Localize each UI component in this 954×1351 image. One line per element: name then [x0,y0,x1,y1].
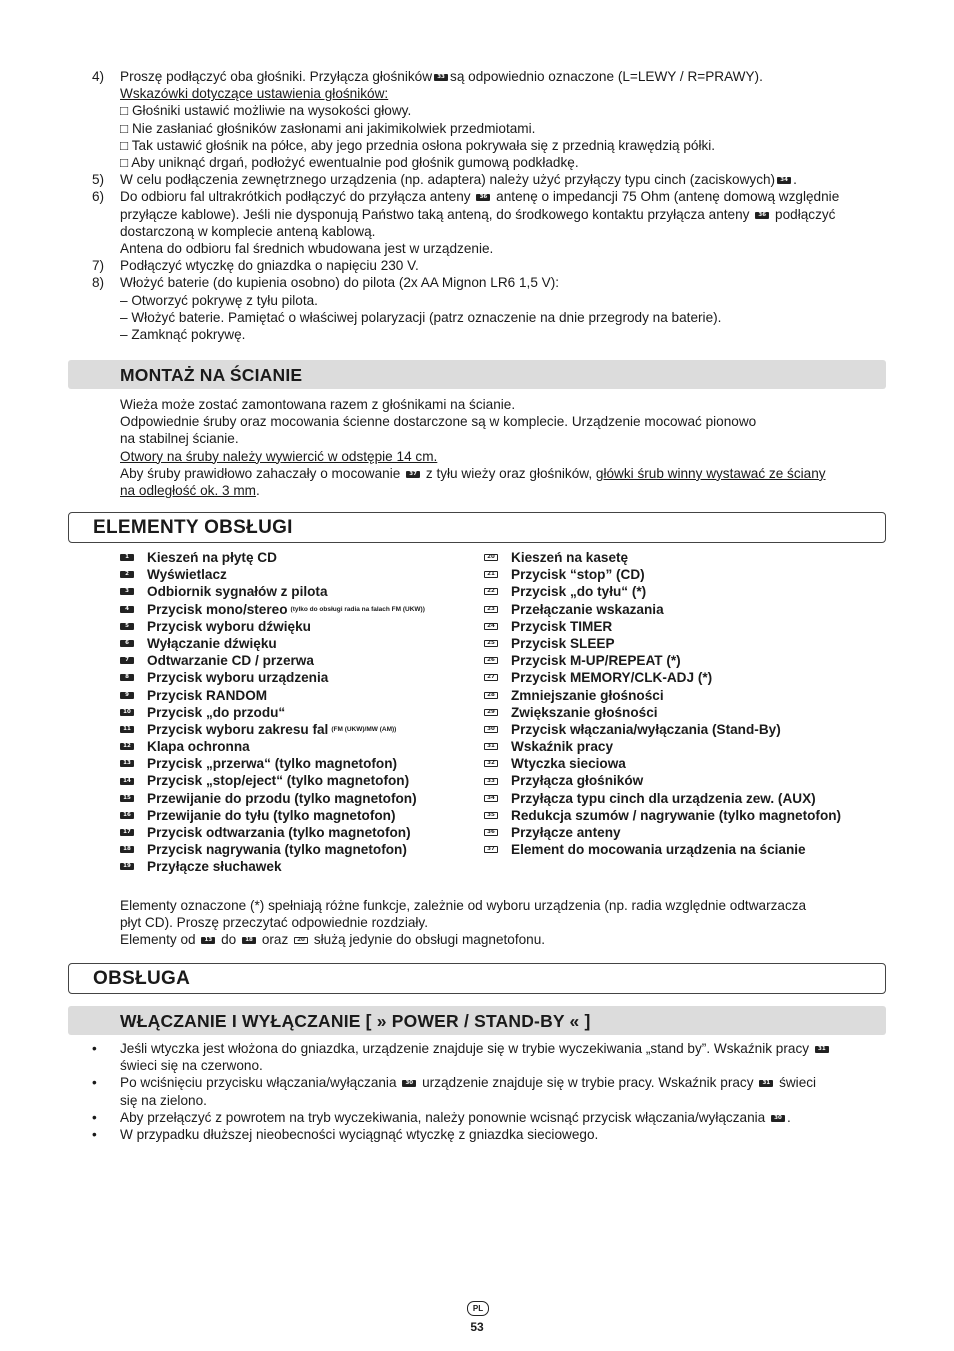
element-label: Przycisk wyboru zakresu fal [147,721,329,737]
ref-badge-icon: 30 [402,1080,416,1087]
element-row [118,583,478,600]
element-label: Przycisk wyboru urządzenia [147,670,329,686]
text: Elementy od [120,932,196,948]
ref-badge-icon: 30 [771,1115,785,1122]
text: przyłącze kablowe). Jeśli nie dysponują Państwo taką anteną, do środkowego kontaktu przyłącza anteny [120,206,750,222]
element-label: Przycisk TIMER [511,618,613,634]
montaz-text [120,396,895,499]
element-number-icon: 25 [484,640,498,647]
element-number-icon: 37 [484,846,498,853]
text: główki śrub winny wystawać ze ściany [595,465,826,481]
tip: □ Głośniki ustawić możliwie na wysokości głowy. [120,103,412,119]
element-label: Przycisk mono/stereo [147,601,288,617]
element-label: Wyłączanie dźwięku [147,635,277,651]
ref-badge-icon: 37 [406,471,420,478]
text: Aby śruby prawidłowo zahaczały o mocowanie [120,465,401,481]
element-row [118,549,478,566]
text: płyt CD). Proszę przeczytać odpowiednie rozdziały. [120,915,428,931]
element-label: Przewijanie do przodu (tylko magnetofon) [147,790,417,806]
text: Antena do odbioru fal średnich wbudowana jest w urządzenie. [120,241,494,257]
text: Aby przełączyć z powrotem na tryb wyczekiwania, należy ponownie wcisnąć przycisk włączania/wyłączania [120,1109,766,1125]
element-row [118,790,478,807]
element-number-icon: 7 [120,657,134,664]
element-row [118,704,478,721]
text: Proszę podłączyć oba głośniki. Przyłącza głośników [120,69,433,84]
element-label: Przyłącze anteny [511,825,621,840]
list-item [92,274,904,343]
element-row [482,635,902,652]
element-number-icon: 11 [120,726,134,733]
element-row [482,704,902,721]
element-number-icon: 36 [484,829,498,836]
element-row [118,807,478,824]
element-row [482,566,902,583]
text: Po wciśnięciu przycisku włączania/wyłączania [120,1075,397,1091]
text: do [221,932,237,948]
element-label: Przycisk RANDOM [147,687,268,703]
element-label: Kieszeń na kasetę [511,550,629,565]
text: . [793,172,797,188]
element-row [482,601,902,618]
element-label: Przycisk „stop/eject“ (tylko magnetofon) [147,773,410,789]
page-number: 53 [470,1320,484,1334]
ref-badge-icon: 13 [201,937,215,944]
text: Odpowiednie śruby oraz mocowania ścienne dostarczone są w komplecie. Urządzenie mocować pionowo [120,414,757,430]
element-row [482,755,902,772]
text: . [256,483,260,499]
ref-badge-icon: 31 [759,1080,773,1087]
element-row [482,772,902,789]
text: są odpowiednio oznaczone (L=LEWY / R=PRAWY). [450,69,763,84]
element-row [118,721,478,738]
element-row [482,687,902,704]
element-label: Wskaźnik pracy [511,739,613,755]
element-label: Przycisk SLEEP [511,635,615,651]
bullet-icon: • [92,1109,97,1125]
section-subheading: WŁĄCZANIE I WYŁĄCZANIE [ » POWER / STAND-BY « ] [120,1011,591,1031]
element-number-icon: 2 [120,571,134,578]
element-row [118,738,478,755]
element-label: Przycisk MEMORY/CLK-ADJ (*) [511,670,713,686]
element-number-icon: 19 [120,863,134,870]
element-number-icon: 12 [120,743,134,750]
element-row [482,669,902,686]
elements-right-column [482,549,902,858]
element-row [118,858,478,875]
language-badge: PL [467,1301,489,1316]
text: – Włożyć baterie. Pamiętać o właściwej polaryzacji (patrz oznaczenie na dnie przegrody na baterie). [120,309,722,325]
element-label: Przycisk „do przodu“ [147,704,286,720]
element-row [482,738,902,755]
bullet-icon: • [92,1075,97,1091]
element-number-icon: 18 [120,846,134,853]
section-heading: ELEMENTY OBSŁUGI [93,517,293,538]
element-number-icon: 20 [484,554,498,561]
text: – Zamknąć pokrywę. [120,327,246,343]
element-row [118,772,478,789]
element-row [482,824,902,841]
element-label: Odtwarzanie CD / przerwa [147,653,314,669]
section-heading: OBSŁUGA [93,968,191,989]
item-number: 5) [92,172,105,188]
element-label: Redukcja szumów / nagrywanie (tylko magnetofon) [511,807,842,823]
element-label: Wtyczka sieciowa [511,756,626,772]
text: świeci [779,1075,817,1091]
element-row [482,807,902,824]
text: Otwory na śruby należy wywiercić w odstępie 14 cm. [120,448,438,464]
text: na stabilnej ścianie. [120,431,239,447]
element-number-icon: 16 [120,812,134,819]
element-row [482,790,902,807]
text: się na zielono. [120,1092,207,1108]
element-row [118,652,478,669]
element-row [118,566,478,583]
ref-badge-icon: 20 [294,937,308,944]
element-row [118,841,478,858]
text: W celu podłączenia zewnętrznego urządzenia (np. adaptera) należy użyć przyłączy typu cinch (zaciskowych) [120,172,776,188]
element-number-icon: 32 [484,760,498,767]
text: . [787,1109,791,1125]
element-row [118,601,478,618]
section-band-power [68,1006,886,1035]
ref-badge-icon: 33 [434,74,448,81]
element-label: Przycisk włączania/wyłączania (Stand-By) [511,721,781,737]
element-label: Przycisk „przerwa“ (tylko magnetofon) [147,756,398,772]
bullet-icon: • [92,1041,97,1056]
element-label: Element do mocowania urządzenia na ścianie [511,842,806,858]
element-row [482,721,902,738]
text: urządzenie znajduje się w trybie pracy. Wskaźnik pracy [422,1075,754,1091]
element-row [482,841,902,858]
text: antenę o impedancji 75 Ohm (antenę domową względnie [496,189,840,205]
element-label: Przyłącza typu cinch dla urządzenia zew. (AUX) [511,790,816,806]
element-number-icon: 26 [484,657,498,664]
element-label: Przycisk “stop” (CD) [511,567,645,583]
tips-heading: Wskazówki dotyczące ustawienia głośników: [120,86,389,102]
ref-badge-icon: 31 [815,1046,829,1053]
element-number-icon: 33 [484,778,498,785]
element-label: Przycisk wyboru dźwięku [147,618,311,634]
element-number-icon: 3 [120,588,134,595]
ref-badge-icon: 34 [777,177,791,184]
bullet-item [92,1074,894,1108]
element-row [482,652,902,669]
text: Elementy oznaczone (*) spełniają różne funkcje, zależnie od wyboru urządzenia (np. radia względnie odtwarzacza [120,898,807,913]
element-number-icon: 9 [120,692,134,699]
item-number: 8) [92,275,105,291]
element-number-icon: 34 [484,795,498,802]
element-row [482,549,902,566]
element-number-icon: 13 [120,760,134,767]
element-row [118,618,478,635]
item-number: 4) [92,69,105,84]
element-number-icon: 10 [120,709,134,716]
list-item [92,68,904,171]
element-number-icon: 27 [484,674,498,681]
text: Wieża może zostać zamontowana razem z głośnikami na ścianie. [120,397,516,412]
element-label: Zmniejszanie głośności [511,687,664,703]
element-label: Odbiornik sygnałów z pilota [147,584,328,600]
text: Jeśli wtyczka jest włożona do gniazdka, urządzenie znajduje się w trybie wyczekiwania „stand by”. Wskaźnik pracy [120,1041,810,1056]
element-row [118,669,478,686]
element-number-icon: 15 [120,795,134,802]
text: na odległość ok. 3 mm [120,483,257,499]
elements-note [120,897,895,949]
element-number-icon: 29 [484,709,498,716]
list-item [92,257,904,274]
text: podłączyć [775,206,836,222]
element-row [482,583,902,600]
bullet-item [92,1109,894,1126]
text: służą jedynie do obsługi magnetofonu. [313,932,546,948]
text: – Otworzyć pokrywę z tyłu pilota. [120,292,318,308]
instruction-list [92,68,904,343]
element-row [118,755,478,772]
element-number-icon: 17 [120,829,134,836]
element-number-icon: 22 [484,588,498,595]
bullet-item [92,1040,894,1074]
element-note: (FM (UKW)/MW (AM)) [331,725,397,733]
element-number-icon: 6 [120,640,134,647]
element-number-icon: 5 [120,623,134,630]
section-box-obsluga [68,963,886,994]
tip: □ Tak ustawić głośnik na półce, aby jego przednia osłona pokrywała się z przednią krawędzią półki. [120,137,716,153]
element-label: Zwiększanie głośności [511,704,658,720]
text: z tyłu wieży oraz głośników, [425,465,593,481]
element-number-icon: 35 [484,812,498,819]
element-row [118,687,478,704]
item-number: 7) [92,258,105,274]
text: dostarczoną w komplecie anteną kablową. [120,223,376,239]
list-item [92,188,904,257]
element-number-icon: 31 [484,743,498,750]
element-number-icon: 14 [120,778,134,785]
element-row [118,824,478,841]
element-number-icon: 30 [484,726,498,733]
bullet-icon: • [92,1127,97,1143]
element-label: Przyłącza głośników [511,773,644,789]
bullet-item [92,1126,894,1143]
element-number-icon: 28 [484,692,498,699]
tip: □ Aby uniknąć drgań, podłożyć ewentualnie pod głośnik gumową podkładkę. [120,155,579,171]
text: oraz [261,932,289,948]
element-label: Przycisk odtwarzania (tylko magnetofon) [147,825,411,840]
element-label: Przewijanie do tyłu (tylko magnetofon) [147,807,396,823]
text: Włożyć baterie (do kupienia osobno) do pilota (2x AA Mignon LR6 1,5 V): [120,275,560,291]
element-label: Wyświetlacz [147,567,227,583]
element-number-icon: 23 [484,606,498,613]
list-item [92,171,904,188]
elements-left-column [118,549,478,876]
text: świeci się na czerwono. [120,1058,263,1074]
element-row [482,618,902,635]
element-number-icon: 8 [120,674,134,681]
element-row [118,635,478,652]
text: W przypadku dłuższej nieobecności wyciągnąć wtyczkę z gniazdka sieciowego. [120,1127,599,1143]
item-number: 6) [92,189,105,205]
element-note: (tylko do obsługi radia na falach FM (UKW)) [290,605,425,613]
text: Do odbioru fal ultrakrótkich podłączyć do przyłącza anteny [120,189,471,205]
element-label: Przełączanie wskazania [511,601,664,617]
power-bullets [92,1040,894,1143]
element-label: Klapa ochronna [147,739,250,755]
section-heading: MONTAŻ NA ŚCIANIE [120,365,303,385]
element-label: Przyłącze słuchawek [147,859,282,875]
element-label: Przycisk nagrywania (tylko magnetofon) [147,842,407,858]
ref-badge-icon: 18 [242,937,256,944]
tip: □ Nie zasłaniać głośników zasłonami ani jakimikolwiek przedmiotami. [120,120,536,136]
element-label: Przycisk M-UP/REPEAT (*) [511,653,681,669]
element-number-icon: 24 [484,623,498,630]
section-box-elementy [68,512,886,543]
element-label: Przycisk „do tyłu“ (*) [511,584,647,600]
element-number-icon: 1 [120,554,134,561]
element-number-icon: 21 [484,571,498,578]
ref-badge-icon: 36 [476,194,490,201]
ref-badge-icon: 36 [755,212,769,219]
section-band-montaz [68,360,886,389]
element-number-icon: 4 [120,606,134,613]
element-label: Kieszeń na płytę CD [147,550,277,565]
text: Podłączyć wtyczkę do gniazdka o napięciu 230 V. [120,258,419,274]
